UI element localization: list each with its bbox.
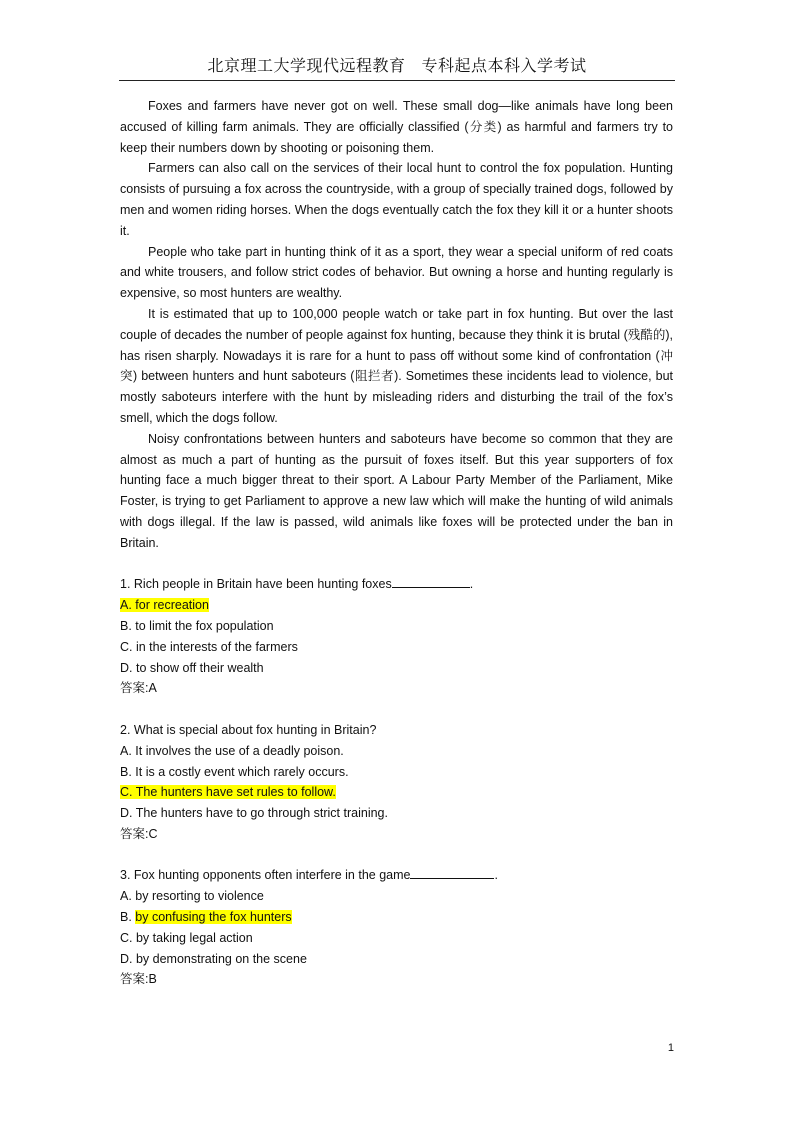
answer-key: 答案:B [120, 972, 157, 987]
highlighted-answer: A. for recreation [120, 598, 209, 613]
question-1 [120, 574, 673, 699]
option-b: B. to limit the fox population [120, 618, 274, 633]
document-body [120, 96, 673, 990]
question-stem: 1. Rich people in Britain have been hunting foxes . [120, 577, 474, 592]
passage-paragraph-3: People who take part in hunting think of it as a sport, they wear a special uniform of red coats and white trousers, and follow strict codes of behavior. But owning a horse and hunting regularly is expensive, so most hunters are wealthy. [120, 244, 673, 301]
option-d: D. by demonstrating on the scene [120, 951, 307, 966]
option-c: C. in the interests of the farmers [120, 639, 298, 654]
option-d: D. The hunters have to go through strict training. [120, 806, 388, 821]
option-a [120, 595, 673, 616]
page-number: 1 [667, 1042, 674, 1054]
option-b: B. by confusing the fox hunters [120, 910, 292, 925]
passage-paragraph-4: It is estimated that up to 100,000 people watch or take part in fox hunting. But over the last couple of decades the number of people against fox hunting, because they think it is brutal (残酷的), has risen sharply. Nowadays it is rare for a hunt to pass off without some kind of confrontation (冲突) between hunters and hunt saboteurs (阻拦者). Sometimes these incidents lead to violence, but mostly saboteurs interfere with the hunt by misleading riders and disturbing the trail of the fox’s smell, which the dogs follow. [120, 306, 673, 425]
spacer [120, 845, 673, 866]
page-header [119, 56, 675, 81]
option-a: A. by resorting to violence [120, 889, 264, 904]
option-a: A. It involves the use of a deadly poison. [120, 743, 344, 758]
option-b: B. It is a costly event which rarely occurs. [120, 764, 349, 779]
question-stem: 3. Fox hunting opponents often interfere in the game . [120, 868, 498, 883]
question-2 [120, 720, 673, 845]
passage-paragraph-1: Foxes and farmers have never got on well. These small dog—like animals have long been accused of killing farm animals. They are officially classified (分类) as harmful and farmers try to keep their numbers down by shooting or poisoning them. [120, 99, 673, 155]
header-exam-title: 专科起点本科入学考试 [421, 58, 587, 75]
highlighted-answer: by confusing the fox hunters [135, 910, 292, 925]
question-3 [120, 865, 673, 990]
highlighted-answer: C. The hunters have set rules to follow. [120, 785, 336, 800]
answer-key: 答案:C [120, 826, 158, 841]
option-d: D. to show off their wealth [120, 660, 264, 675]
spacer [120, 554, 673, 575]
spacer [120, 699, 673, 720]
question-stem: 2. What is special about fox hunting in Britain? [120, 722, 377, 737]
answer-blank [410, 866, 494, 879]
option-c: C. by taking legal action [120, 930, 253, 945]
answer-blank [392, 575, 470, 588]
passage-paragraph-2: Farmers can also call on the services of their local hunt to control the fox population. Hunting consists of pursuing a fox across the countryside, with a group of specially trained dogs, followed by men and women riding horses. When the dogs eventually catch the fox they kill it or a hunter shoots it. [120, 161, 673, 238]
passage-paragraph-5: Noisy confrontations between hunters and saboteurs have become so common that they are almost as much a part of hunting as the pursuit of foxes itself. But this year supporters of fox hunting face a much bigger threat to their sport. A Labour Party Member of the Parliament, Mike Foster, is trying to get Parliament to approve a new law which will make the hunting of wild animals with dogs illegal. If the law is passed, wild animals like foxes will be protected under the ban in Britain. [120, 431, 673, 550]
header-institution: 北京理工大学现代远程教育 [207, 58, 406, 75]
answer-key: 答案:A [120, 681, 157, 696]
option-c [120, 782, 673, 803]
